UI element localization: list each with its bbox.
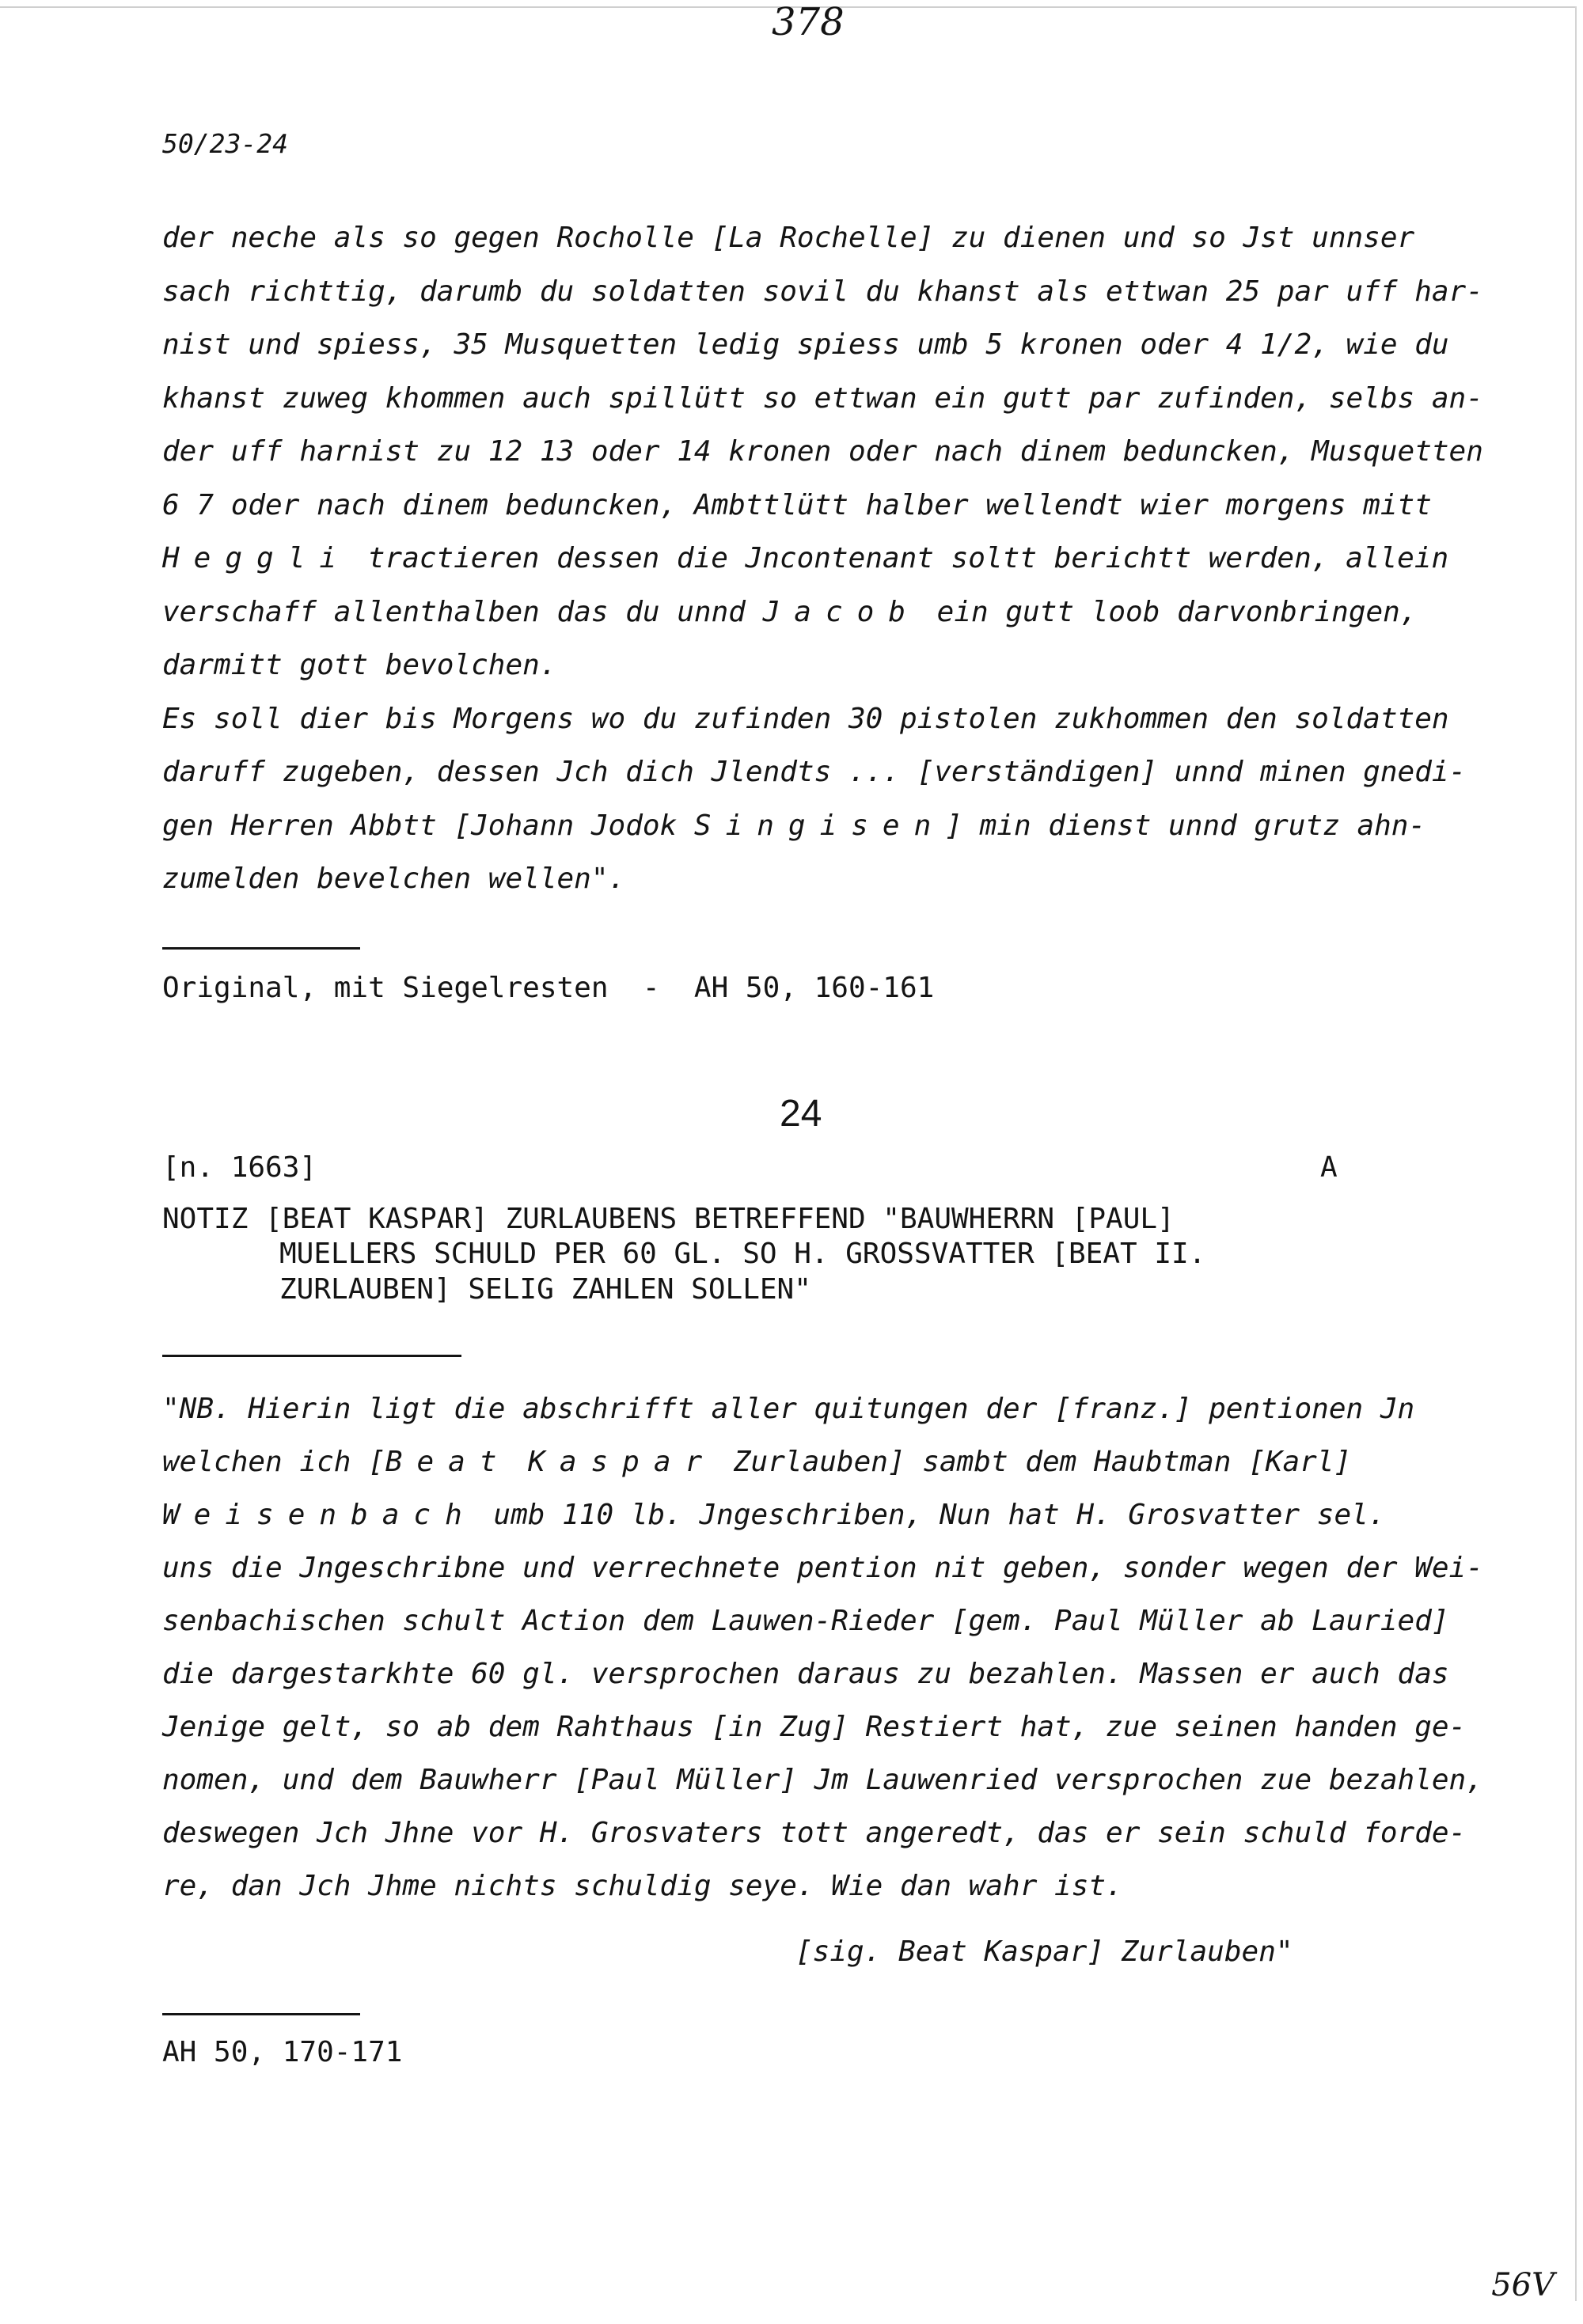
text-line <box>162 1764 1483 1796</box>
text-line <box>162 1870 1123 1902</box>
text-line <box>162 222 1414 254</box>
text-segment: verschaff allenthalben das du unnd <box>162 595 763 628</box>
document-reference: 50/23-24 <box>162 128 288 159</box>
text-segment: ein gutt loob darvonbringen, <box>919 595 1418 628</box>
text-segment: umb 110 lb. Jngeschriben, Nun hat H. Grosvatter sel. <box>476 1499 1386 1531</box>
entry-title-line: NOTIZ [BEAT KASPAR] ZURLAUBENS BETREFFEND "BAUWHERRN [PAUL] <box>162 1203 1175 1235</box>
text-line <box>162 596 1418 628</box>
text-line <box>162 435 1483 468</box>
signature: [sig. Beat Kaspar] Zurlauben" <box>795 1935 1293 1968</box>
text-line <box>162 1605 1449 1637</box>
text-segment: ] min dienst unnd grutz ahn- <box>945 809 1426 842</box>
text-line <box>162 649 557 681</box>
text-line <box>162 275 1483 308</box>
footnote-rule <box>162 947 360 950</box>
text-segment: nomen, und dem Bauwherr [Paul Müller] Jm Lauwenried versprochen zue bezahlen, <box>162 1764 1483 1796</box>
text-segment: "NB. Hierin ligt die abschrifft aller quitungen der [franz.] pentionen Jn <box>162 1393 1415 1425</box>
text-segment: 6 7 oder nach dinem beduncken, Ambttlütt halber wellendt wier morgens mitt <box>162 488 1432 521</box>
text-line <box>162 1552 1483 1584</box>
scan-edge-right <box>1575 6 1577 2301</box>
text-segment: re, dan Jch Jhme nichts schuldig seye. Wie dan wahr ist. <box>162 1870 1123 1902</box>
spaced-name: Beat <box>385 1446 511 1478</box>
text-line <box>162 703 1449 735</box>
source-note: AH 50, 170-171 <box>162 2036 403 2068</box>
text-line <box>162 1446 1351 1478</box>
entry-category: A <box>1320 1151 1338 1184</box>
entry-title-line: MUELLERS SCHULD PER 60 GL. SO H. GROSSVATTER [BEAT II. <box>279 1238 1206 1270</box>
text-segment: sach richttig, darumb du soldatten sovil du khanst als ettwan 25 par uff har- <box>162 275 1483 308</box>
entry-title-line: ZURLAUBEN] SELIG ZAHLEN SOLLEN" <box>279 1273 811 1306</box>
text-segment: uns die Jngeschribne und verrechnete pention nit geben, sonder wegen der Wei- <box>162 1552 1483 1584</box>
source-note: Original, mit Siegelresten - AH 50, 160-161 <box>162 972 935 1004</box>
spaced-name: Jacob <box>762 595 920 628</box>
text-segment: der neche als so gegen Rocholle [La Rochelle] zu dienen und so Jst unnser <box>162 222 1415 254</box>
text-line <box>162 809 1425 842</box>
text-segment: die dargestarkhte 60 gl. versprochen daraus zu bezahlen. Massen er auch das <box>162 1658 1449 1690</box>
entry-date: [n. 1663] <box>162 1151 317 1184</box>
text-segment: darmitt gott bevolchen. <box>162 649 557 681</box>
spaced-name: Heggli <box>162 542 351 574</box>
text-segment: tractieren dessen die Jncontenant soltt berichtt werden, allein <box>351 542 1449 574</box>
text-line <box>162 1393 1414 1425</box>
text-segment: zumelden bevelchen wellen". <box>162 862 626 895</box>
text-line <box>162 1499 1385 1531</box>
text-line <box>162 1817 1466 1849</box>
text-segment: gen Herren Abbtt [Johann Jodok <box>162 809 694 842</box>
text-line <box>162 756 1466 788</box>
text-line <box>162 1711 1466 1743</box>
text-segment: daruff zugeben, dessen Jch dich Jlendts ... [verständigen] unnd minen gnedi- <box>162 756 1467 788</box>
text-segment <box>511 1446 528 1478</box>
text-segment: senbachischen schult Action dem Lauwen-Rieder [gem. Paul Müller ab Lauried] <box>162 1605 1449 1637</box>
text-segment: khanst zuweg khommen auch spillütt so ettwan ein gutt par zufinden, selbs an- <box>162 381 1483 415</box>
text-segment: nist und spiess, 35 Musquetten ledig spiess umb 5 kronen oder 4 1/2, wie du <box>162 328 1449 361</box>
text-line <box>162 542 1448 574</box>
entry-number: 24 <box>780 1093 822 1135</box>
text-line <box>162 328 1449 361</box>
text-segment: Jenige gelt, so ab dem Rahthaus [in Zug] Restiert hat, zue seinen handen ge- <box>162 1711 1467 1743</box>
text-segment: Zurlauben] sambt dem Haubtman [Karl] <box>716 1446 1352 1478</box>
text-segment: welchen ich [ <box>162 1446 385 1478</box>
page-code: 56V <box>1491 2267 1555 2303</box>
text-line <box>162 862 625 895</box>
footnote-rule <box>162 2013 360 2015</box>
title-rule <box>162 1355 461 1357</box>
text-segment: deswegen Jch Jhne vor H. Grosvaters tott angeredt, das er sein schuld forde- <box>162 1817 1467 1849</box>
spaced-name: Weisenbach <box>162 1499 476 1531</box>
spaced-name: Singisen <box>693 809 946 842</box>
text-segment: der uff harnist zu 12 13 oder 14 kronen oder nach dinem beduncken, Musquetten <box>162 435 1483 468</box>
text-line <box>162 489 1432 521</box>
text-line <box>162 1658 1449 1690</box>
spaced-name: Kaspar <box>528 1446 717 1478</box>
page-number: 378 <box>772 0 845 44</box>
text-line <box>162 382 1483 415</box>
text-segment: Es soll dier bis Morgens wo du zufinden 30 pistolen zukhommen den soldatten <box>162 702 1449 735</box>
